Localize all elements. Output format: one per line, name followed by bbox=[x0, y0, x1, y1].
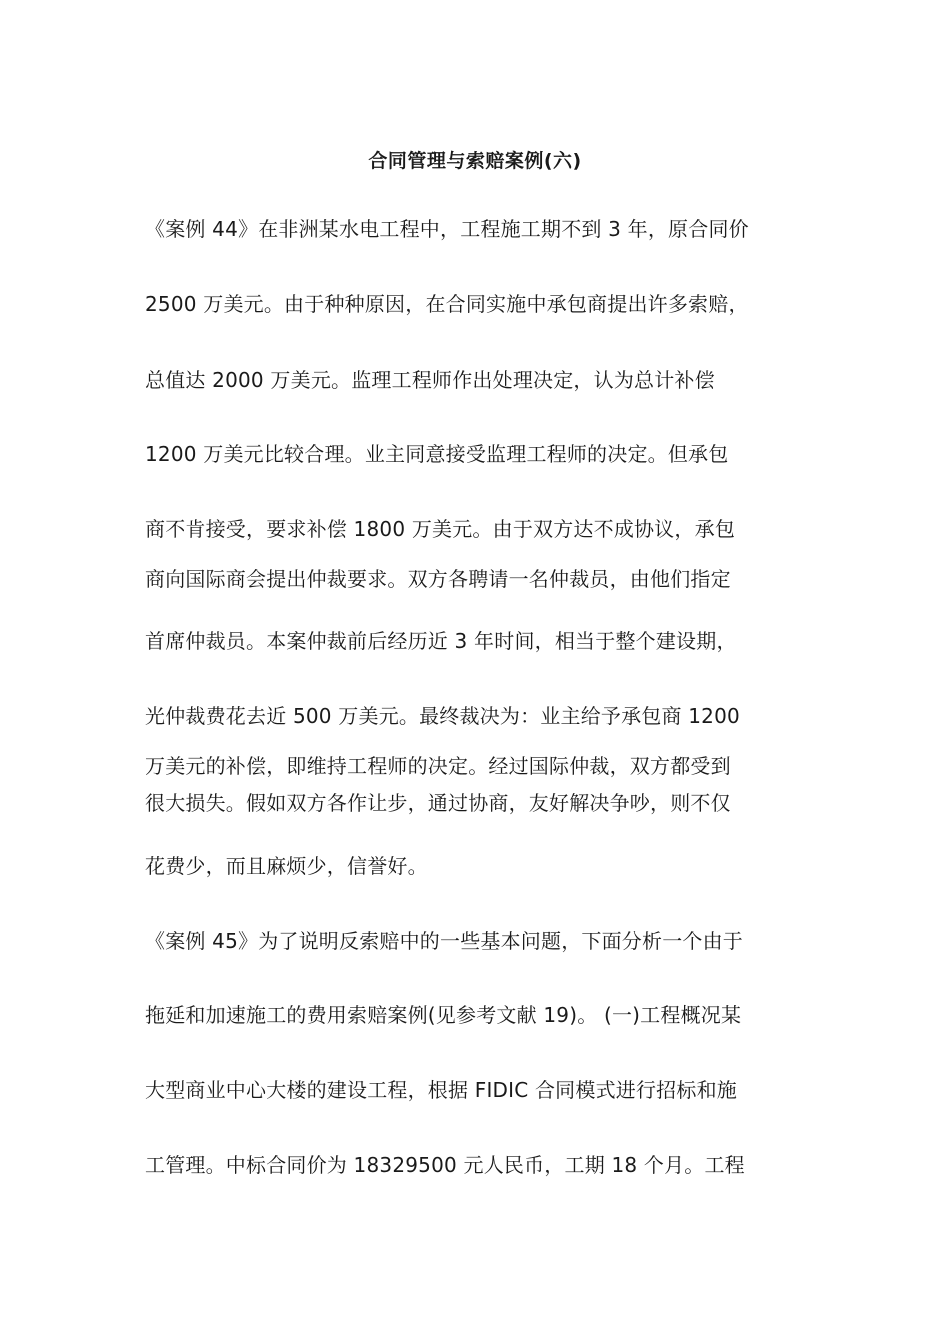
text-line-4: 1200 万美元比较合理。业主同意接受监理工程师的决定。但承包 bbox=[145, 442, 729, 466]
text-line-8: 光仲裁费花去近 500 万美元。最终裁决为：业主给予承包商 1200 bbox=[145, 704, 740, 728]
text-line-14: 大型商业中心大楼的建设工程，根据 FIDIC 合同模式进行招标和施 bbox=[145, 1078, 737, 1102]
text-line-9: 万美元的补偿，即维持工程师的决定。经过国际仲裁，双方都受到 bbox=[145, 754, 731, 778]
text-line-2: 2500 万美元。由于种种原因，在合同实施中承包商提出许多索赔， bbox=[145, 292, 749, 316]
text-line-11: 花费少，而且麻烦少，信誉好。 bbox=[145, 854, 428, 878]
text-line-5: 商不肯接受，要求补偿 1800 万美元。由于双方达不成协议，承包 bbox=[145, 517, 736, 541]
text-line-3: 总值达 2000 万美元。监理工程师作出处理决定，认为总计补偿 bbox=[145, 368, 715, 392]
text-line-10: 很大损失。假如双方各作让步，通过协商，友好解决争吵，则不仅 bbox=[145, 791, 731, 815]
text-line-12: 《案例 45》为了说明反索赔中的一些基本问题，下面分析一个由于 bbox=[145, 929, 744, 953]
text-line-13: 拖延和加速施工的费用索赔案例(见参考文献 19)。 (一)工程概况某 bbox=[145, 1003, 742, 1027]
document-title: 合同管理与索赔案例(六) bbox=[368, 150, 582, 172]
text-line-1: 《案例 44》在非洲某水电工程中，工程施工期不到 3 年，原合同价 bbox=[145, 217, 749, 241]
text-line-6: 商向国际商会提出仲裁要求。双方各聘请一名仲裁员，由他们指定 bbox=[145, 567, 731, 591]
text-line-7: 首席仲裁员。本案仲裁前后经历近 3 年时间，相当于整个建设期， bbox=[145, 629, 737, 653]
text-line-15: 工管理。中标合同价为 18329500 元人民币，工期 18 个月。工程 bbox=[145, 1153, 745, 1177]
